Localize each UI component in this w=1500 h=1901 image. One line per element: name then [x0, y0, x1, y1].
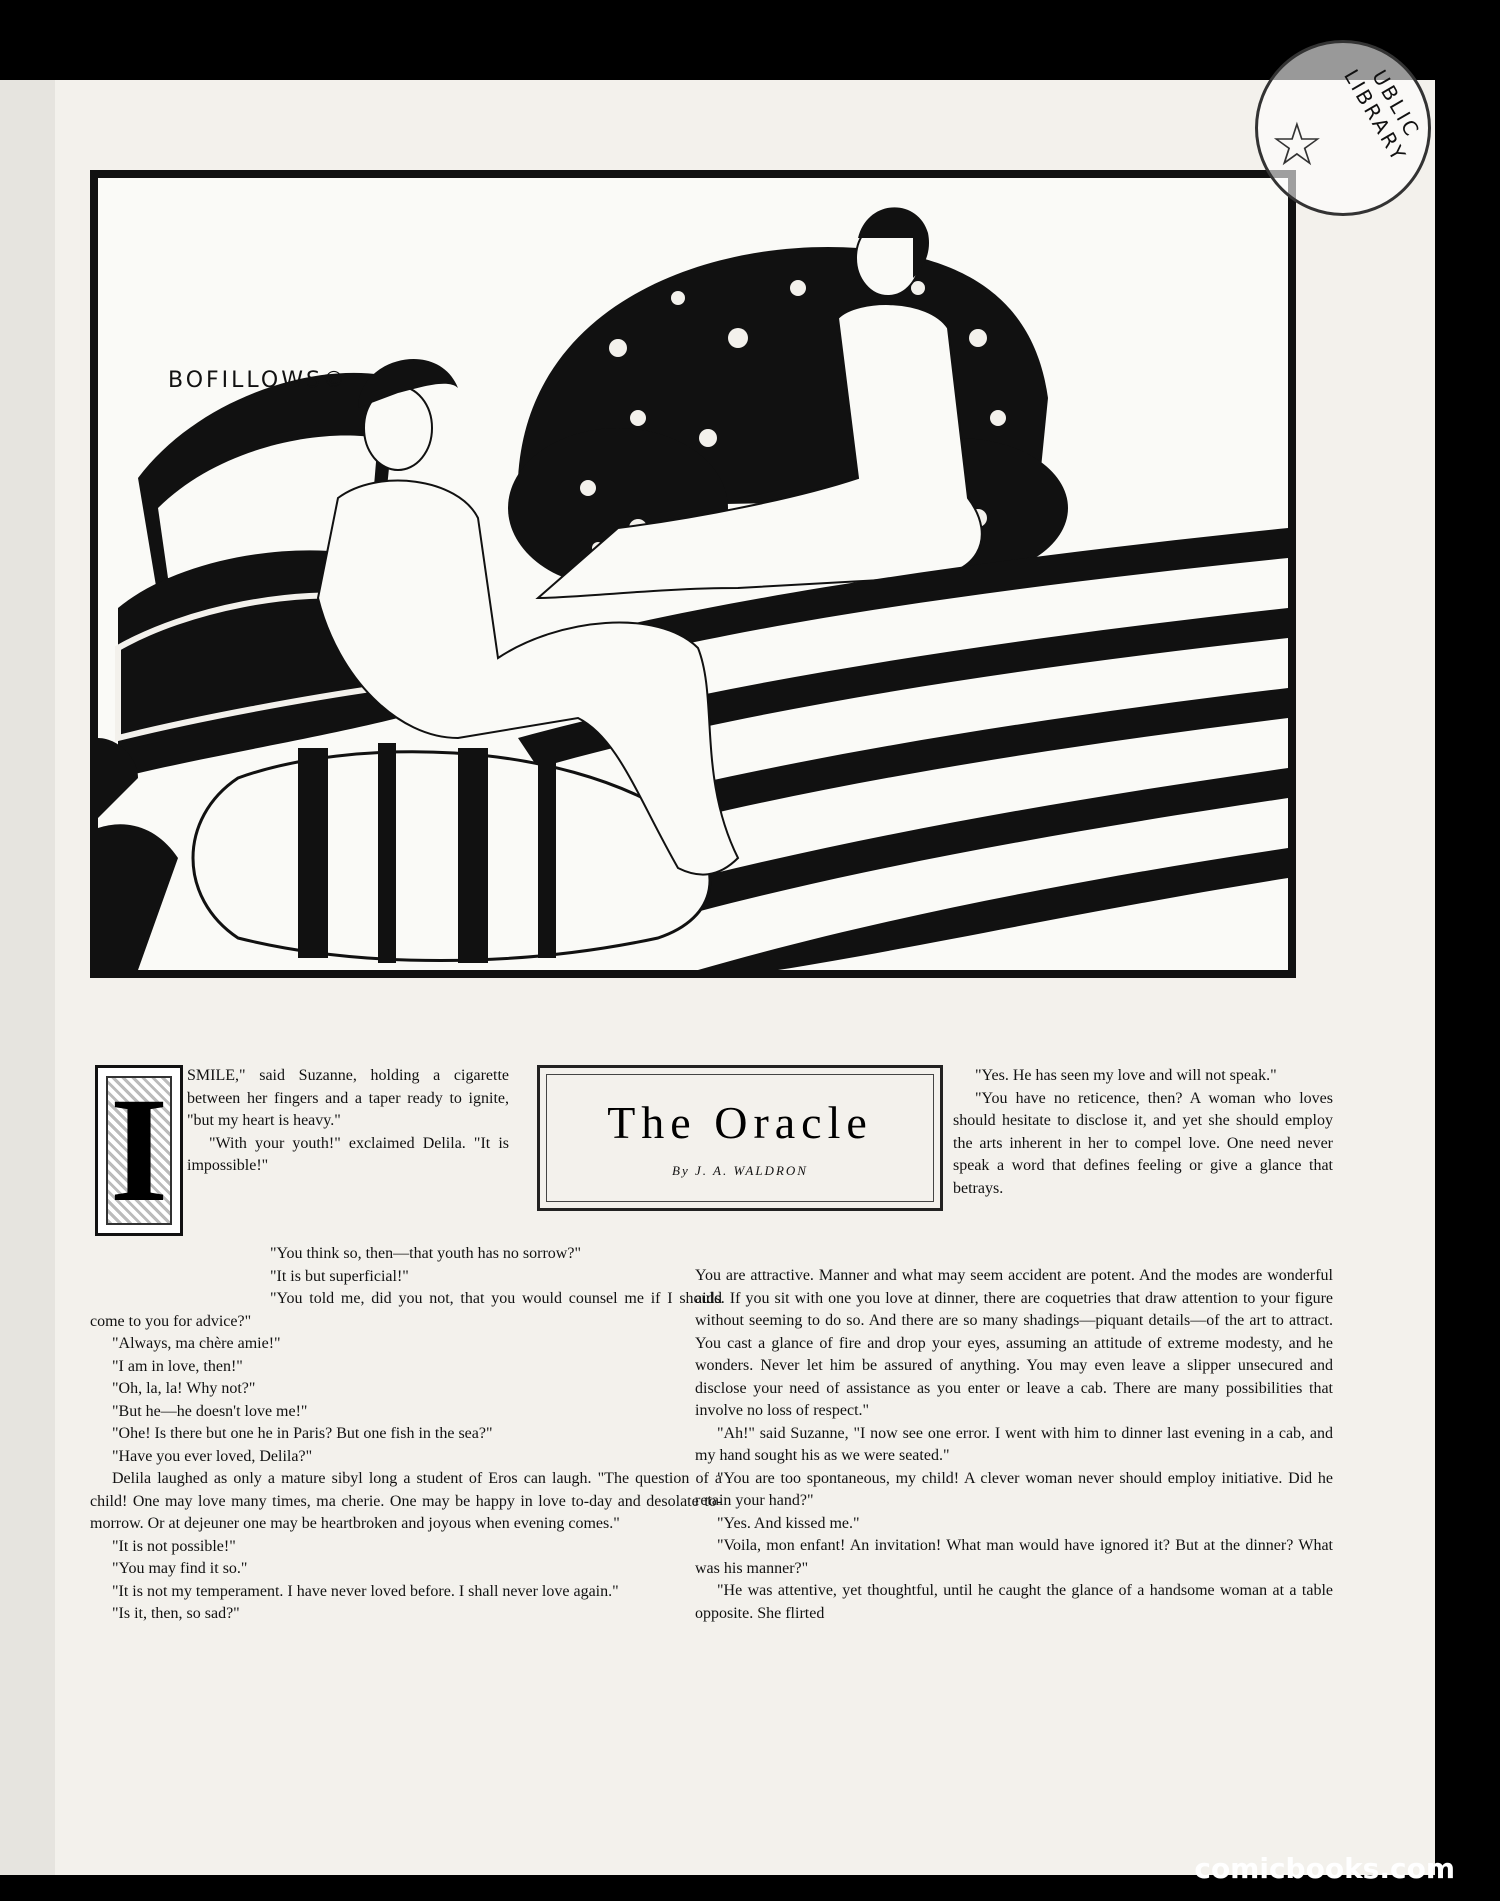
- paragraph: "You may find it so.": [112, 1560, 248, 1577]
- paragraph: "I am in love, then!": [112, 1357, 243, 1375]
- column-1-intro: [187, 1065, 509, 1178]
- paragraph: "It is not my temperament. I have never loved before. I shall never love again.": [112, 1582, 619, 1600]
- paragraph: "You told me, did you not, that you would counsel me if I should come to you for advice?": [90, 1290, 722, 1330]
- drop-cap-letter: I: [109, 1067, 169, 1233]
- paragraph: "You think so, then—that youth has no sorrow?": [270, 1245, 581, 1262]
- library-stamp-text: UBLIC LIBRARY: [1339, 65, 1426, 167]
- title-box: [537, 1065, 943, 1211]
- paragraph: "But he—he doesn't love me!": [112, 1402, 308, 1420]
- artist-signature: BOFILLOWS©: [168, 368, 348, 393]
- column-2-body: [695, 1265, 1333, 1625]
- article-byline: By J. A. WALDRON: [672, 1163, 808, 1178]
- paragraph: "Is it, then, so sad?": [112, 1605, 240, 1622]
- watermark: comicbooks.com: [1194, 1852, 1455, 1885]
- paragraph: "It is but superficial!": [270, 1267, 409, 1285]
- paragraph: SMILE," said Suzanne, holding a cigarette between her fingers and a taper ready to ignite, "but my heart is heavy.": [187, 1067, 509, 1129]
- illustration-drawing: [98, 178, 1288, 970]
- paragraph: "Yes. And kissed me.": [717, 1514, 860, 1532]
- paragraph: Delila laughed as only a mature sibyl long a student of Eros can laugh. "The question of a child! One may love many times, ma cherie. One may be happy in love to-day and desolate to-morrow. Or at dejeuner one may be heartbroken and joyous when evening comes.": [90, 1470, 722, 1532]
- column-2-top: [953, 1065, 1333, 1200]
- paragraph: "With your youth!" exclaimed Delila. "It is impossible!": [187, 1134, 509, 1174]
- magazine-page: [55, 80, 1435, 1875]
- paragraph: "Voila, mon enfant! An invitation! What man would have ignored it? But at the dinner? What was his manner?": [695, 1537, 1333, 1577]
- paragraph: "Ah!" said Suzanne, "I now see one error. I went with him to dinner last evening in a cab, and my hand sought his as we were seated.": [695, 1424, 1333, 1464]
- illustration: [90, 170, 1296, 978]
- column-1-body: [90, 1243, 722, 1626]
- paragraph: You are attractive. Manner and what may seem accident are potent. And the modes are wonderful aids. If you sit with one you love at dinner, there are coquetries that draw attention to your figure without seeming to do so. And there are so many shadings—piquant details—of the art to attract. You cast a glance of fire and drop your eyes, assuming an attitude of extreme modesty, and he wonders. Never let him be assured of anything. You may even leave a slipper unsecured and disclose your need of assistance as you enter or leave a cab. There are many possibilities that involve no loss of respect.": [695, 1267, 1333, 1419]
- paragraph: "Yes. He has seen my love and will not speak.": [975, 1067, 1277, 1084]
- drop-cap: [95, 1065, 183, 1236]
- paragraph: "You have no reticence, then? A woman who loves should hesitate to disclose it, and yet she should employ the arts inherent in her to compel love. One need never speak a word that defines feeling or give a glance that betrays.: [953, 1089, 1333, 1197]
- left-page-edge: [0, 80, 59, 1875]
- paragraph: "Always, ma chère amie!": [112, 1335, 281, 1352]
- paragraph: "Oh, la, la! Why not?": [112, 1380, 256, 1397]
- paragraph: "You are too spontaneous, my child! A clever woman never should employ initiative. Did he retain your hand?": [695, 1469, 1333, 1509]
- paragraph: "Have you ever loved, Delila?": [112, 1447, 313, 1465]
- star-icon: ☆: [1270, 112, 1324, 178]
- article-title: The Oracle: [607, 1097, 873, 1148]
- paragraph: "He was attentive, yet thoughtful, until he caught the glance of a handsome woman at a table opposite. She flirted: [695, 1582, 1333, 1622]
- paragraph: "It is not possible!": [112, 1537, 236, 1555]
- paragraph: "Ohe! Is there but one he in Paris? But one fish in the sea?": [112, 1425, 493, 1442]
